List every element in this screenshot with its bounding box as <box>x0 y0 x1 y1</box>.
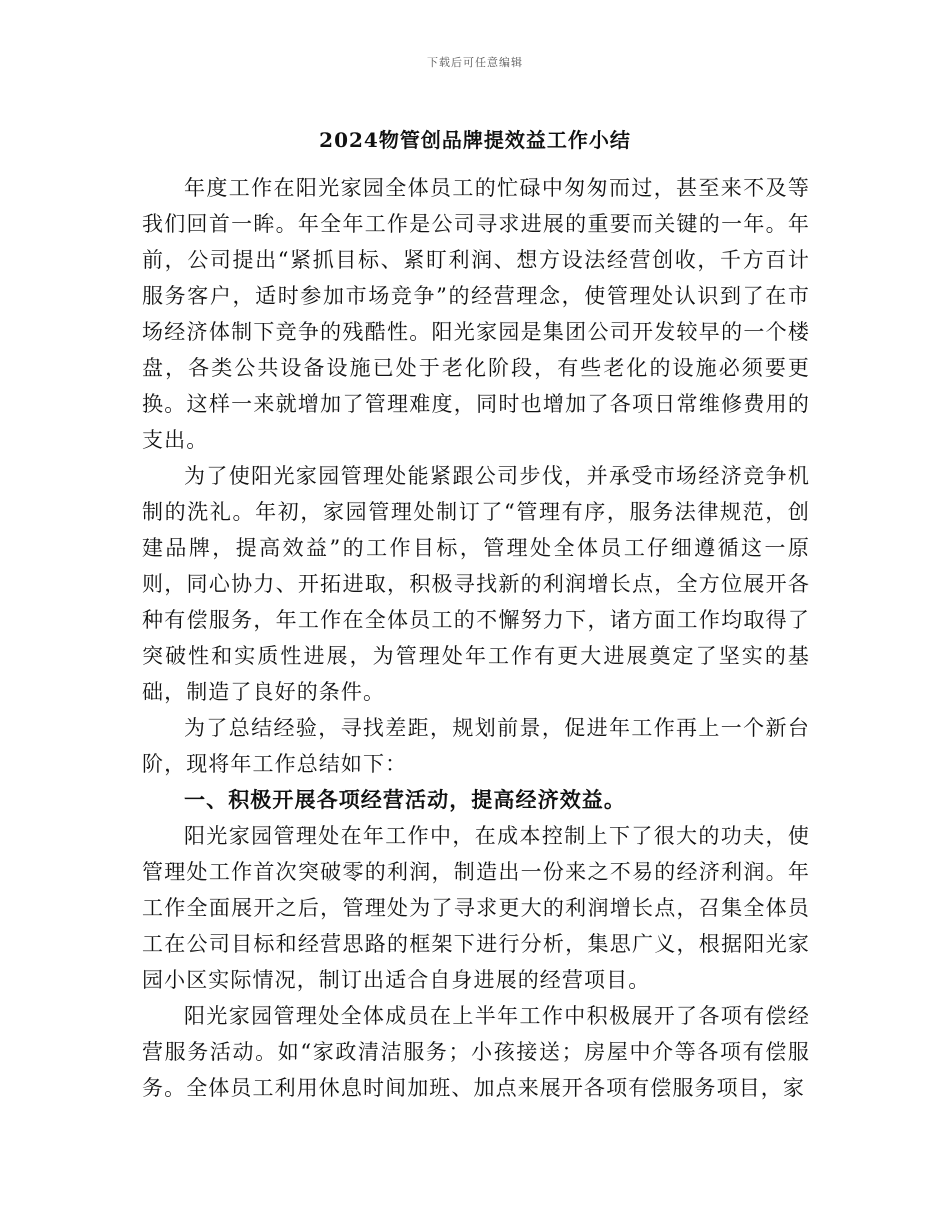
paragraph-goals: 为了使阳光家园管理处能紧跟公司步伐，并承受市场经济竞争机制的洗礼。年初，家园管理处制订了“管理有序，服务法律规范，创建品牌，提高效益”的工作目标，管理处全体员工仔细遵循这一原则，同心协力、开拓进取，积极寻找新的利润增长点，全方位展开各种有偿服务，年工作在全体员工的不懈努力下，诸方面工作均取得了突破性和实质性进展，为管理处年工作有更大进展奠定了坚实的基础，制造了良好的条件。 <box>142 464 810 704</box>
paragraph-intro: 年度工作在阳光家园全体员工的忙碌中匆匆而过，甚至来不及等我们回首一眸。年全年工作是公司寻求进展的重要而关键的一年。年前，公司提出“紧抓目标、紧盯利润、想方设法经营创收，千方百计服务客户，适时参加市场竞争”的经营理念，使管理处认识到了在市场经济体制下竞争的残酷性。阳光家园是集团公司开发较早的一个楼盘，各类公共设备设施已处于老化阶段，有些老化的设施必须要更换。这样一来就增加了管理难度，同时也增加了各项日常维修费用的支出。 <box>142 176 810 452</box>
header-note: 下载后可任意编辑 <box>427 56 523 69</box>
paragraph-cost-control: 阳光家园管理处在年工作中，在成本控制上下了很大的功夫，使管理处工作首次突破零的利润，制造出一份来之不易的经济利润。年工作全面展开之后，管理处为了寻求更大的利润增长点，召集全体员工在公司目标和经营思路的框架下进行分析，集思广义，根据阳光家园小区实际情况，制订出适合自身进展的经营项目。 <box>142 824 810 992</box>
paragraph-paid-services: 阳光家园管理处全体成员在上半年工作中积极展开了各项有偿经营服务活动。如“家政清洁服务；小孩接送；房屋中介等各项有偿服务。全体员工利用休息时间加班、加点来展开各项有偿服务项目，家 <box>142 1004 810 1100</box>
paragraph-summary-lead: 为了总结经验，寻找差距，规划前景，促进年工作再上一个新台阶，现将年工作总结如下： <box>142 716 810 776</box>
section-heading: 一、积极开展各项经营活动，提高经济效益。 <box>184 787 626 812</box>
document-title: 2024物管创品牌提效益工作小结 <box>319 128 631 152</box>
document-body <box>142 170 810 1106</box>
